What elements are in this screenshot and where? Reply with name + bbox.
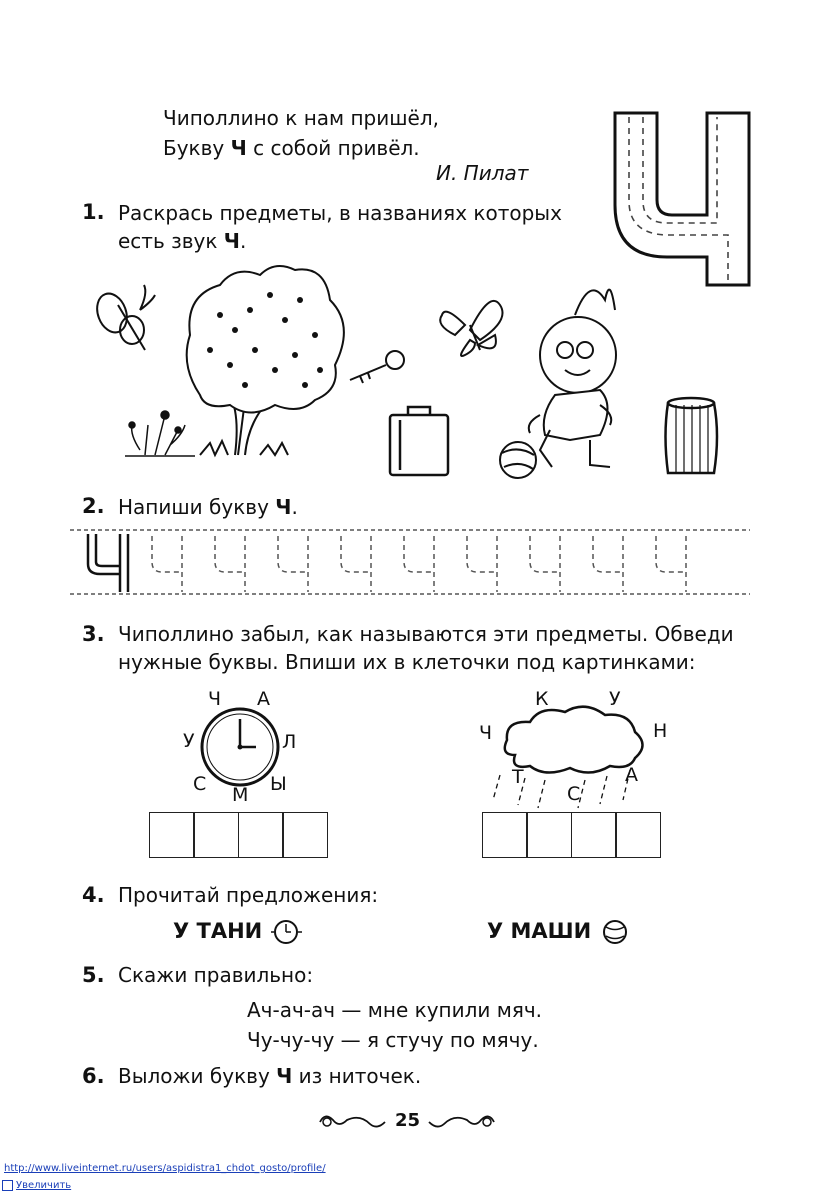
answer-cell[interactable] bbox=[615, 812, 661, 858]
task-6-text bbox=[118, 1062, 421, 1090]
ball-icon bbox=[500, 442, 536, 478]
task-2-number: 2. bbox=[82, 494, 105, 518]
source-url-link[interactable]: http://www.liveinternet.ru/users/aspidistra1_chdot_gosto/profile/ bbox=[4, 1163, 326, 1174]
task-4-text: Прочитай предложения: bbox=[118, 883, 379, 907]
task-6-text-end: из ниточек. bbox=[292, 1064, 422, 1088]
task-1-number: 1. bbox=[82, 200, 105, 224]
cloud-letter-n[interactable]: Н bbox=[653, 720, 668, 742]
answer-cell[interactable] bbox=[571, 812, 617, 858]
ornament-left-icon bbox=[315, 1110, 389, 1134]
task-3-number: 3. bbox=[82, 622, 105, 646]
task-6-letter: Ч bbox=[276, 1064, 293, 1088]
task-1-line-1: Раскрась предметы, в названиях которых bbox=[118, 201, 562, 225]
poem-author: И. Пилат bbox=[436, 161, 529, 185]
task-3-line-2: нужные буквы. Впиши их в клеточки под картинками: bbox=[118, 650, 696, 674]
sentence-2: У МАШИ bbox=[487, 919, 592, 943]
big-letter-text: Ч bbox=[605, 105, 606, 106]
task-1-line-2-start: есть звук bbox=[118, 229, 224, 253]
answer-cell[interactable] bbox=[526, 812, 572, 858]
page-number: 25 bbox=[395, 1110, 421, 1131]
cloud-letter-ch[interactable]: Ч bbox=[479, 722, 493, 744]
writing-practice-lines bbox=[70, 522, 750, 602]
poem-line-2-end: с собой привёл. bbox=[246, 136, 420, 160]
task-1-line-2-end: . bbox=[239, 229, 247, 253]
ornament-right-icon bbox=[425, 1110, 499, 1134]
poem-line-1: Чиполлино к нам пришёл, bbox=[163, 106, 439, 130]
task-6-number: 6. bbox=[82, 1064, 105, 1088]
cipollino-character-icon bbox=[529, 290, 616, 467]
small-ball-icon bbox=[602, 918, 630, 946]
tongue-twister bbox=[247, 995, 542, 1055]
zoom-link[interactable]: Увеличить bbox=[16, 1180, 72, 1191]
cloud-letter-t[interactable]: Т bbox=[512, 766, 524, 788]
cloud-letter-a[interactable]: А bbox=[625, 764, 638, 786]
sentence-1: У ТАНИ bbox=[173, 919, 263, 943]
task-2-text-end: . bbox=[291, 495, 298, 519]
poem-line-2 bbox=[163, 133, 439, 163]
task-5-number: 5. bbox=[82, 963, 105, 987]
task-2-text bbox=[118, 493, 298, 521]
answer-cell[interactable] bbox=[282, 812, 328, 858]
coloring-pictures bbox=[70, 255, 770, 485]
small-clock-icon bbox=[270, 918, 304, 946]
task-1-letter: Ч bbox=[223, 229, 240, 253]
cloud-answer-boxes[interactable] bbox=[483, 812, 661, 858]
poem-letter: Ч bbox=[230, 136, 247, 160]
barrel-icon bbox=[666, 398, 718, 473]
task-5-text: Скажи правильно: bbox=[118, 963, 314, 987]
poem bbox=[163, 103, 439, 163]
cloud-letter-u[interactable]: У bbox=[609, 688, 621, 710]
clock-letter-a[interactable]: А bbox=[257, 688, 270, 710]
clock-letter-s[interactable]: С bbox=[193, 773, 207, 795]
task-6-text-start: Выложи букву bbox=[118, 1064, 277, 1088]
cloud-letter-s[interactable]: С bbox=[567, 783, 581, 805]
answer-cell[interactable] bbox=[482, 812, 528, 858]
tongue-twister-line-2: Чу-чу-чу — я стучу по мячу. bbox=[247, 1028, 539, 1052]
clock-letter-m[interactable]: М bbox=[232, 784, 249, 806]
source-url[interactable] bbox=[4, 1163, 326, 1174]
zoom-link-container[interactable] bbox=[2, 1180, 71, 1191]
task-2-letter: Ч bbox=[275, 495, 292, 519]
poem-line-2-start: Букву bbox=[163, 136, 231, 160]
clock-letter-y[interactable]: Ы bbox=[270, 773, 287, 795]
answer-cell[interactable] bbox=[149, 812, 195, 858]
key-icon bbox=[350, 351, 404, 383]
clock-answer-boxes[interactable] bbox=[150, 812, 328, 858]
sample-letter-che bbox=[88, 534, 128, 592]
task-3-line-1: Чиполлино забыл, как называются эти предметы. Обведи bbox=[118, 622, 734, 646]
answer-cell[interactable] bbox=[238, 812, 284, 858]
butterfly-right-icon bbox=[440, 301, 502, 356]
clock-letter-l[interactable]: Л bbox=[282, 731, 297, 753]
task-1-text bbox=[118, 199, 562, 255]
zoom-icon bbox=[2, 1180, 13, 1191]
tree-icon bbox=[187, 266, 344, 455]
task-1-line-2 bbox=[118, 227, 562, 255]
suitcase-icon bbox=[390, 407, 448, 475]
task-3-text bbox=[118, 620, 734, 676]
cloud-letter-k[interactable]: К bbox=[535, 688, 549, 710]
tongue-twister-line-1: Ач-ач-ач — мне купили мяч. bbox=[247, 998, 543, 1022]
clock-letter-ch[interactable]: Ч bbox=[208, 688, 222, 710]
dashed-letter-guides bbox=[152, 536, 686, 592]
task-4-number: 4. bbox=[82, 883, 105, 907]
bush-icon bbox=[125, 411, 195, 456]
task-2-text-start: Напиши букву bbox=[118, 495, 276, 519]
answer-cell[interactable] bbox=[193, 812, 239, 858]
sample-letter-text: Ч bbox=[70, 522, 71, 523]
butterfly-left-icon bbox=[92, 285, 155, 350]
clock-letter-u[interactable]: У bbox=[183, 730, 195, 752]
